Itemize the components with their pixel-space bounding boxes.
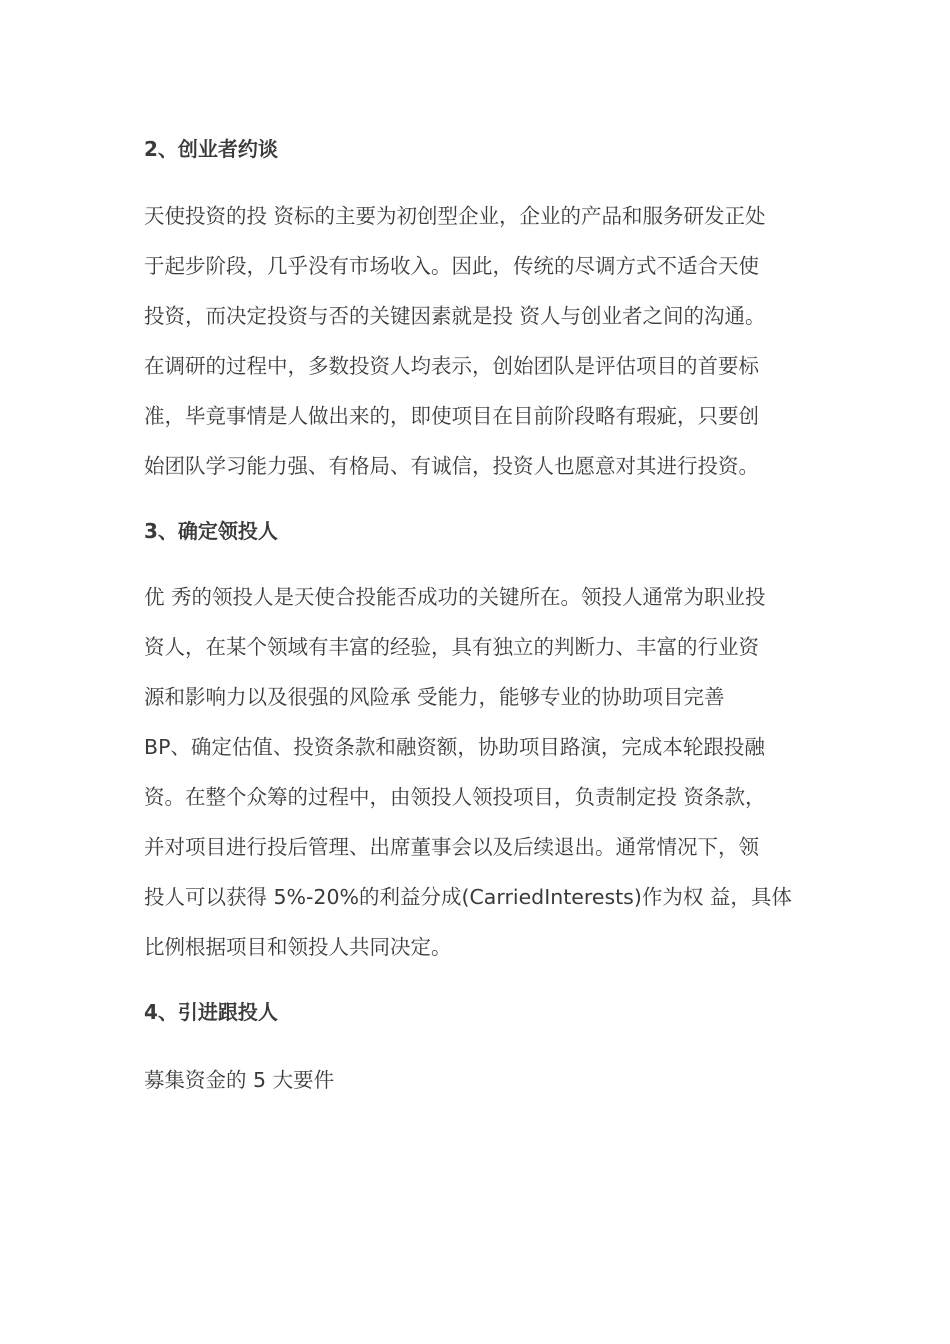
paragraph-line: 源和影响力以及很强的风险承 受能力，能够专业的协助项目完善 <box>144 685 725 709</box>
paragraph-line: 始团队学习能力强、有格局、有诚信，投资人也愿意对其进行投资。 <box>144 454 759 478</box>
paragraph-line: 天使投资的投 资标的主要为初创型企业，企业的产品和服务研发正处 <box>144 204 766 228</box>
paragraph-line: 投资，而决定投资与否的关键因素就是投 资人与创业者之间的沟通。 <box>144 304 766 328</box>
section-paragraph-lead-investor <box>144 572 809 972</box>
paragraph-line: 优 秀的领投人是天使合投能否成功的关键所在。领投人通常为职业投 <box>144 585 766 609</box>
paragraph-line: 在调研的过程中，多数投资人均表示，创始团队是评估项目的首要标 <box>144 354 759 378</box>
paragraph-line: 于起步阶段，几乎没有市场收入。因此，传统的尽调方式不适合天使 <box>144 254 759 278</box>
paragraph-line: 资。在整个众筹的过程中，由领投人领投项目，负责制定投 资条款， <box>144 785 766 809</box>
paragraph-line: 资人，在某个领域有丰富的经验，具有独立的判断力、丰富的行业资 <box>144 635 759 659</box>
paragraph-line: 并对项目进行投后管理、出席董事会以及后续退出。通常情况下，领 <box>144 835 759 859</box>
section-paragraph-follow-investors <box>144 1055 809 1105</box>
paragraph-line: 募集资金的 5 大要件 <box>144 1068 335 1092</box>
section-heading-lead-investor: 3、确定领投人 <box>144 519 278 543</box>
paragraph-line: 准，毕竟事情是人做出来的，即使项目在目前阶段略有瑕疵，只要创 <box>144 404 759 428</box>
paragraph-line: 投人可以获得 5%-20%的利益分成(CarriedInterests)作为权 益，具体 <box>144 885 792 909</box>
paragraph-line: BP、确定估值、投资条款和融资额，协助项目路演，完成本轮跟投融 <box>144 735 765 759</box>
section-heading-follow-investors: 4、引进跟投人 <box>144 1000 278 1024</box>
paragraph-line: 比例根据项目和领投人共同决定。 <box>144 935 452 959</box>
section-heading-founder-interview: 2、创业者约谈 <box>144 137 278 161</box>
section-paragraph-founder-interview <box>144 191 809 491</box>
